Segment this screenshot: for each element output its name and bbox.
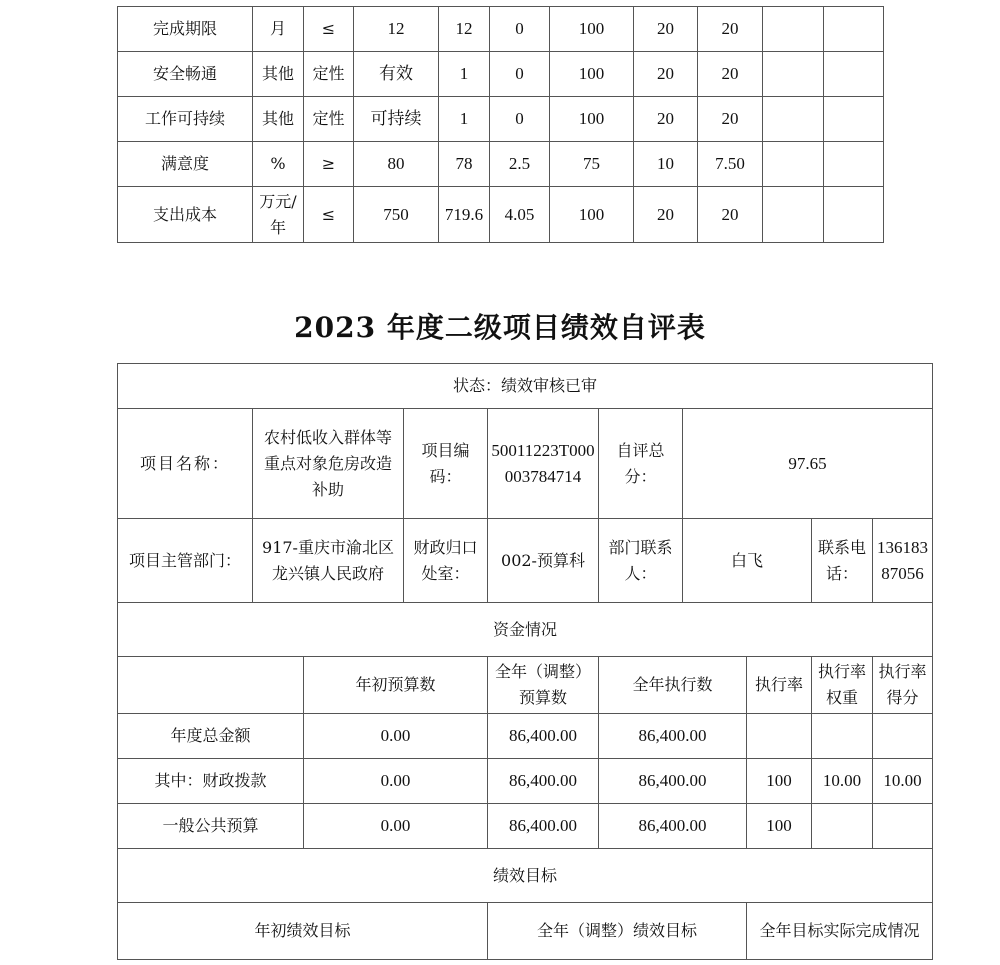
indicator-cell: 有效 [354, 52, 439, 97]
indicator-name: 完成期限 [118, 7, 253, 52]
indicator-cell: 0 [490, 7, 550, 52]
indicator-cell [824, 142, 884, 187]
indicator-cell [824, 187, 884, 243]
indicator-row [118, 187, 884, 243]
indicator-cell: 750 [354, 187, 439, 243]
funds-cell: 10.00 [873, 759, 933, 804]
indicator-cell [763, 7, 824, 52]
funds-cell: 10.00 [812, 759, 873, 804]
indicator-cell: 1 [439, 97, 490, 142]
indicator-cell: 2.5 [490, 142, 550, 187]
perf-header-initial: 年初绩效目标 [118, 903, 488, 960]
indicator-cell: 定性 [304, 52, 354, 97]
indicator-cell: 100 [550, 52, 634, 97]
funds-header-initial: 年初预算数 [304, 657, 488, 714]
funds-header-blank [118, 657, 304, 714]
phone-label: 联系电话： [812, 519, 873, 603]
indicator-cell: 100 [550, 7, 634, 52]
indicator-cell: ≥ [304, 142, 354, 187]
indicator-cell: 20 [698, 97, 763, 142]
indicator-name: 安全畅通 [118, 52, 253, 97]
indicator-cell: 80 [354, 142, 439, 187]
funds-header-score: 执行率得分 [873, 657, 933, 714]
contact-value: 白飞 [683, 519, 812, 603]
indicator-cell: 0 [490, 52, 550, 97]
indicator-cell: % [253, 142, 304, 187]
indicator-cell: 其他 [253, 52, 304, 97]
funds-row-label: 一般公共预算 [118, 804, 304, 849]
funds-cell [873, 714, 933, 759]
indicator-cell: 100 [550, 97, 634, 142]
dept-label: 项目主管部门： [118, 519, 253, 603]
indicator-cell: 20 [698, 7, 763, 52]
dept-value: 917-重庆市渝北区龙兴镇人民政府 [253, 519, 404, 603]
indicator-cell: 20 [698, 52, 763, 97]
indicator-cell: 100 [550, 187, 634, 243]
finance-office-label: 财政归口处室： [404, 519, 488, 603]
indicator-table-body [118, 7, 884, 243]
indicator-cell: 719.6 [439, 187, 490, 243]
indicator-cell [824, 97, 884, 142]
indicator-cell: 0 [490, 97, 550, 142]
funds-header-weight: 执行率权重 [812, 657, 873, 714]
funds-cell: 86,400.00 [599, 714, 747, 759]
funds-header-executed: 全年执行数 [599, 657, 747, 714]
indicator-cell [763, 142, 824, 187]
indicator-cell: 78 [439, 142, 490, 187]
indicator-cell: ≤ [304, 187, 354, 243]
funds-cell: 86,400.00 [488, 804, 599, 849]
indicator-cell: 20 [634, 52, 698, 97]
funds-cell [747, 714, 812, 759]
indicator-cell: 7.50 [698, 142, 763, 187]
score-label: 自评总分： [599, 409, 683, 519]
funds-cell [812, 804, 873, 849]
finance-office-value: 002-预算科 [488, 519, 599, 603]
funds-cell: 0.00 [304, 804, 488, 849]
indicator-cell: 可持续 [354, 97, 439, 142]
phone-value: 13618387056 [873, 519, 933, 603]
indicator-row [118, 7, 884, 52]
indicator-cell: 其他 [253, 97, 304, 142]
funds-header-adjusted: 全年（调整）预算数 [488, 657, 599, 714]
funds-cell: 100 [747, 804, 812, 849]
funds-cell: 0.00 [304, 714, 488, 759]
indicator-table [117, 6, 884, 243]
indicator-cell: ≤ [304, 7, 354, 52]
funds-cell: 86,400.00 [599, 759, 747, 804]
indicator-name: 工作可持续 [118, 97, 253, 142]
indicator-row [118, 52, 884, 97]
indicator-row [118, 97, 884, 142]
indicator-cell [824, 52, 884, 97]
indicator-cell: 75 [550, 142, 634, 187]
indicator-name: 满意度 [118, 142, 253, 187]
project-code: 50011223T000003784714 [488, 409, 599, 519]
evaluation-form [117, 363, 933, 960]
funds-cell: 0.00 [304, 759, 488, 804]
indicator-cell: 10 [634, 142, 698, 187]
funds-cell [812, 714, 873, 759]
contact-label: 部门联系人： [599, 519, 683, 603]
perf-header-actual: 全年目标实际完成情况 [747, 903, 933, 960]
funds-cell: 100 [747, 759, 812, 804]
indicator-cell: 20 [634, 7, 698, 52]
funds-cell: 86,400.00 [599, 804, 747, 849]
funds-cell: 86,400.00 [488, 759, 599, 804]
indicator-row [118, 142, 884, 187]
project-name-label: 项目名称： [118, 409, 253, 519]
funds-row-label: 其中：财政拨款 [118, 759, 304, 804]
indicator-cell [824, 7, 884, 52]
indicator-name: 支出成本 [118, 187, 253, 243]
indicator-cell [763, 97, 824, 142]
perf-section-title: 绩效目标 [118, 849, 933, 903]
indicator-cell: 月 [253, 7, 304, 52]
indicator-cell: 万元/年 [253, 187, 304, 243]
funds-cell [873, 804, 933, 849]
indicator-cell: 20 [698, 187, 763, 243]
page-title: 2023 年度二级项目绩效自评表 [294, 311, 706, 344]
indicator-cell: 12 [354, 7, 439, 52]
indicator-cell: 20 [634, 97, 698, 142]
score-value: 97.65 [683, 409, 933, 519]
funds-cell: 86,400.00 [488, 714, 599, 759]
project-code-label: 项目编码： [404, 409, 488, 519]
indicator-cell: 4.05 [490, 187, 550, 243]
project-name: 农村低收入群体等重点对象危房改造补助 [253, 409, 404, 519]
status-cell: 状态：绩效审核已审 [118, 364, 933, 409]
funds-header-rate: 执行率 [747, 657, 812, 714]
funds-row-label: 年度总金额 [118, 714, 304, 759]
indicator-cell: 定性 [304, 97, 354, 142]
indicator-cell: 20 [634, 187, 698, 243]
indicator-cell: 1 [439, 52, 490, 97]
indicator-cell: 12 [439, 7, 490, 52]
funds-section-title: 资金情况 [118, 603, 933, 657]
indicator-cell [763, 187, 824, 243]
indicator-cell [763, 52, 824, 97]
perf-header-adjusted: 全年（调整）绩效目标 [488, 903, 747, 960]
